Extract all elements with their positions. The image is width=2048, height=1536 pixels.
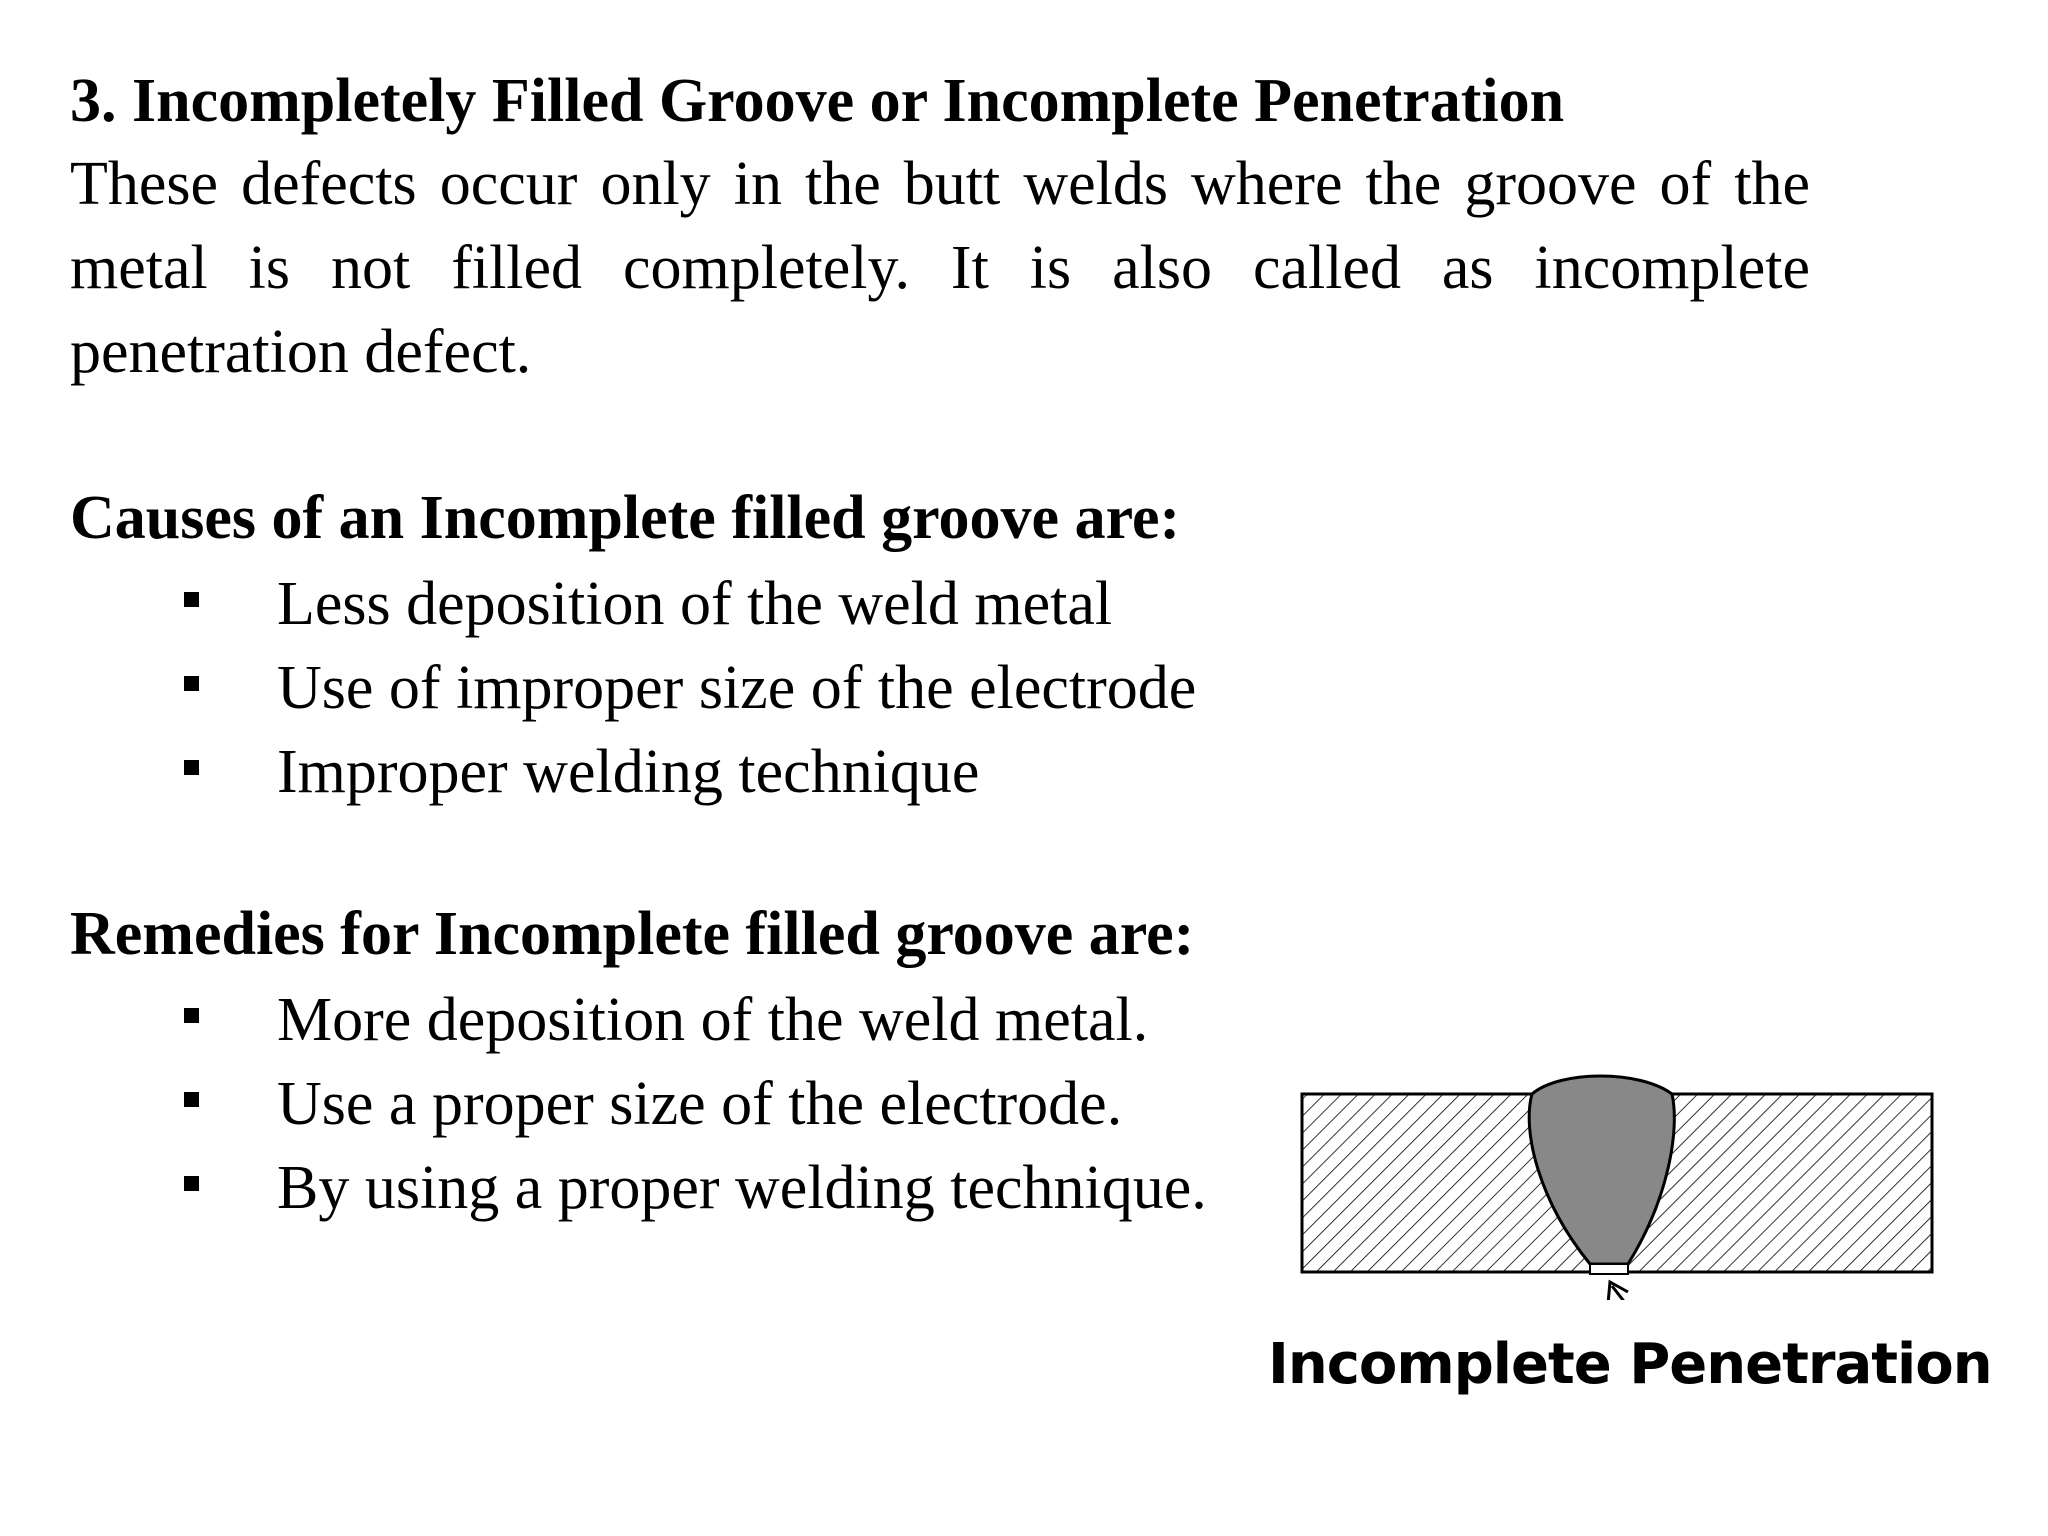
slide-title: 3. Incompletely Filled Groove or Incomplete Penetration <box>70 67 1565 135</box>
arrow-line <box>1612 1286 1648 1300</box>
root-gap <box>1590 1264 1628 1274</box>
square-bullet-icon <box>184 676 199 691</box>
square-bullet-icon <box>184 1008 199 1023</box>
list-item-text: More deposition of the weld metal. <box>277 986 1149 1054</box>
arrow-head-icon <box>1608 1282 1628 1300</box>
intro-paragraph: These defects occur only in the butt welds where the groove of the metal is not filled completely. It is also called as incomplete penetration defect. <box>70 150 1810 386</box>
square-bullet-icon <box>184 592 199 607</box>
square-bullet-icon <box>184 1092 199 1107</box>
list-item-text: Use a proper size of the electrode. <box>277 1070 1123 1138</box>
incomplete-penetration-diagram <box>1290 1060 1950 1300</box>
remedies-heading: Remedies for Incomplete filled groove are: <box>70 900 1195 968</box>
list-item-text: Less deposition of the weld metal <box>277 570 1113 638</box>
causes-heading: Causes of an Incomplete filled groove are: <box>70 484 1181 552</box>
list-item-text: By using a proper welding technique. <box>277 1154 1207 1222</box>
list-item-text: Use of improper size of the electrode <box>277 654 1197 722</box>
square-bullet-icon <box>184 1176 199 1191</box>
list-item-text: Improper welding technique <box>277 738 980 806</box>
diagram-caption: Incomplete Penetration <box>1268 1332 1992 1397</box>
square-bullet-icon <box>184 760 199 775</box>
